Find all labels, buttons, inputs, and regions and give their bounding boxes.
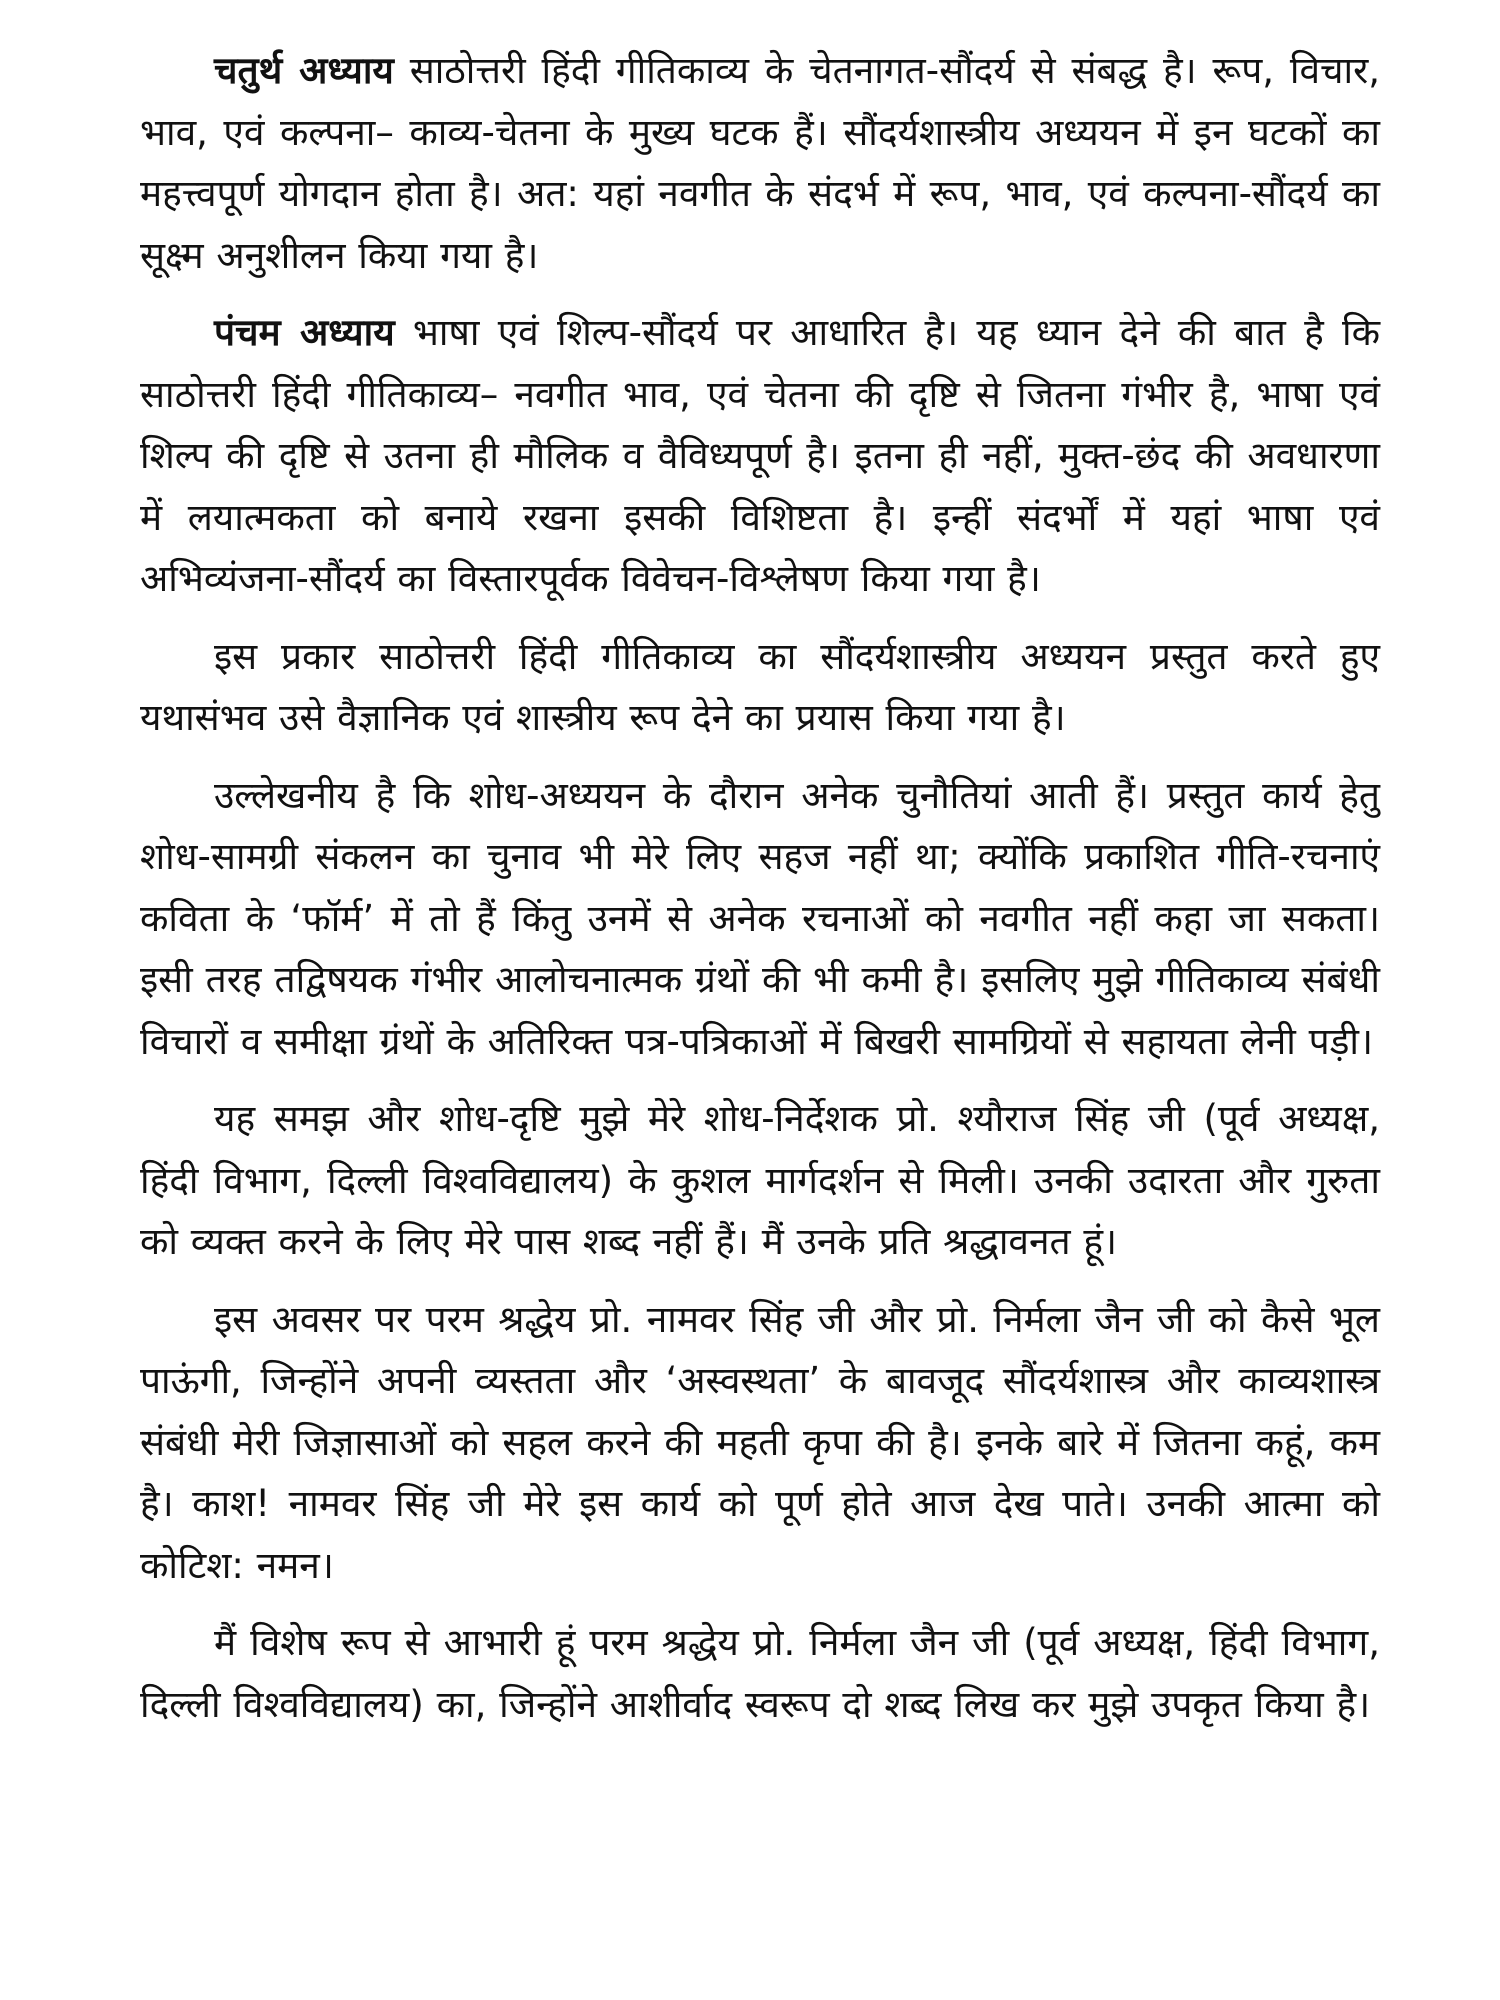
paragraph-chapter-five (140, 302, 1380, 610)
paragraph-summary (140, 626, 1380, 749)
paragraph-challenges (140, 765, 1380, 1073)
paragraph-guide-thanks (140, 1088, 1380, 1273)
document-page (140, 40, 1380, 1980)
paragraph-text: साठोत्तरी हिंदी गीतिकाव्य के चेतनागत-सौंदर्य से संबद्ध है। रूप, विचार, भाव, एवं कल्पना– काव्य-चेतना के मुख्य घटक हैं। सौंदर्यशास्त्रीय अध्ययन में इन घटकों का महत्त्वपूर्ण योगदान होता है। अत: यहां नवगीत के संदर्भ में रूप, भाव, एवं कल्पना-सौंदर्य का सूक्ष्म अनुशीलन किया गया है। (140, 49, 1380, 277)
paragraph-acknowledgement (140, 1612, 1380, 1735)
paragraph-text: मैं विशेष रूप से आभारी हूं परम श्रद्धेय प्रो. निर्मला जैन जी (पूर्व अध्यक्ष, हिंदी विभाग, दिल्ली विश्वविद्यालय) का, जिन्होंने आशीर्वाद स्वरूप दो शब्द लिख कर मुझे उपकृत किया है। (140, 1621, 1380, 1726)
paragraph-chapter-four (140, 40, 1380, 286)
paragraph-text: उल्लेखनीय है कि शोध-अध्ययन के दौरान अनेक चुनौतियां आती हैं। प्रस्तुत कार्य हेतु शोध-सामग्री संकलन का चुनाव भी मेरे लिए सहज नहीं था; क्योंकि प्रकाशित गीति-रचनाएं कविता के ‘फॉर्म’ में तो हैं किंतु उनमें से अनेक रचनाओं को नवगीत नहीं कहा जा सकता। इसी तरह तद्विषयक गंभीर आलोचनात्मक ग्रंथों की भी कमी है। इसलिए मुझे गीतिकाव्य संबंधी विचारों व समीक्षा ग्रंथों के अतिरिक्त पत्र-पत्रिकाओं में बिखरी सामग्रियों से सहायता लेनी पड़ी। (140, 773, 1380, 1063)
paragraph-mentors (140, 1289, 1380, 1597)
paragraph-lead-chapter-five: पंचम अध्याय (214, 311, 395, 354)
paragraph-text: इस अवसर पर परम श्रद्धेय प्रो. नामवर सिंह जी और प्रो. निर्मला जैन जी को कैसे भूल पाऊंगी, जिन्होंने अपनी व्यस्तता और ‘अस्वस्थता’ के बावजूद सौंदर्यशास्त्र और काव्यशास्त्र संबंधी मेरी जिज्ञासाओं को सहल करने की महती कृपा की है। इनके बारे में जितना कहूं, कम है। काश! नामवर सिंह जी मेरे इस कार्य को पूर्ण होते आज देख पाते। उनकी आत्मा को कोटिश: नमन। (140, 1297, 1380, 1587)
paragraph-lead-chapter-four: चतुर्थ अध्याय (214, 49, 394, 92)
paragraph-text: इस प्रकार साठोत्तरी हिंदी गीतिकाव्य का सौंदर्यशास्त्रीय अध्ययन प्रस्तुत करते हुए यथासंभव उसे वैज्ञानिक एवं शास्त्रीय रूप देने का प्रयास किया गया है। (140, 634, 1380, 739)
paragraph-text: यह समझ और शोध-दृष्टि मुझे मेरे शोध-निर्देशक प्रो. श्यौराज सिंह जी (पूर्व अध्यक्ष, हिंदी विभाग, दिल्ली विश्वविद्यालय) के कुशल मार्गदर्शन से मिली। उनकी उदारता और गुरुता को व्यक्त करने के लिए मेरे पास शब्द नहीं हैं। मैं उनके प्रति श्रद्धावनत हूं। (140, 1097, 1380, 1263)
paragraph-text: भाषा एवं शिल्प-सौंदर्य पर आधारित है। यह ध्यान देने की बात है कि साठोत्तरी हिंदी गीतिकाव्य– नवगीत भाव, एवं चेतना की दृष्टि से जितना गंभीर है, भाषा एवं शिल्प की दृष्टि से उतना ही मौलिक व वैविध्यपूर्ण है। इतना ही नहीं, मुक्त-छंद की अवधारणा में लयात्मकता को बनाये रखना इसकी विशिष्टता है। इन्हीं संदर्भों में यहां भाषा एवं अभिव्यंजना-सौंदर्य का विस्तारपूर्वक विवेचन-विश्लेषण किया गया है। (140, 311, 1381, 600)
